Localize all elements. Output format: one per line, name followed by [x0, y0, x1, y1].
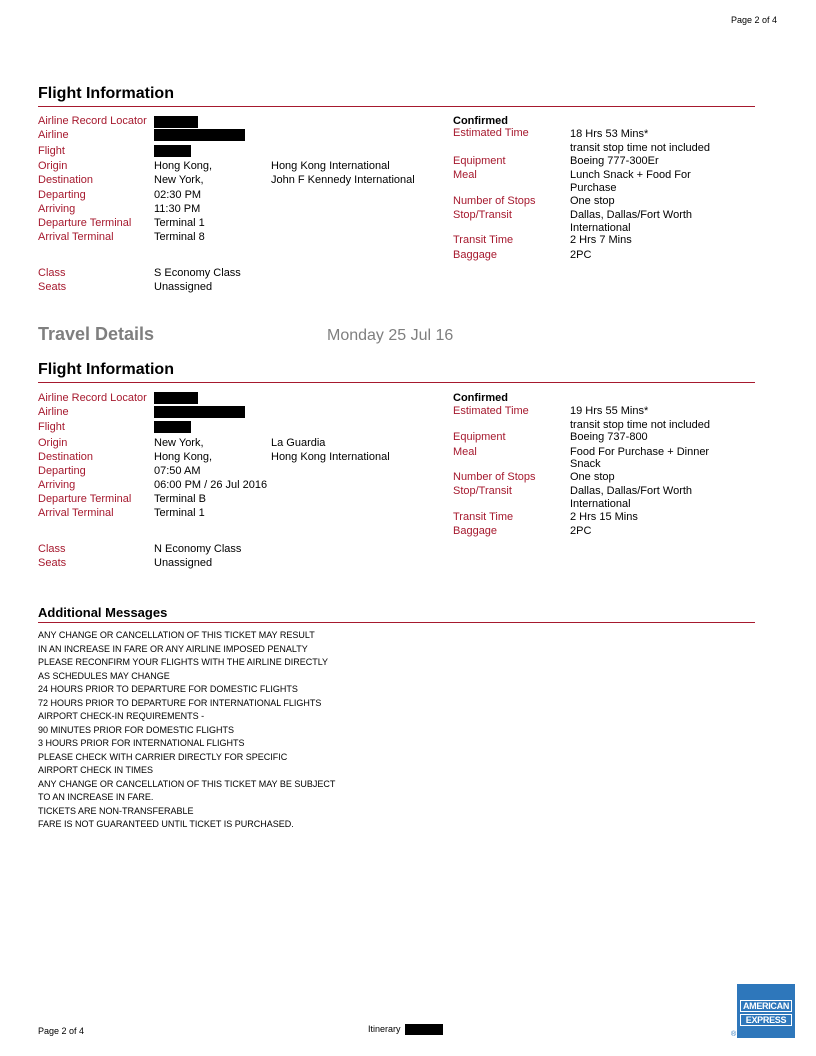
message-line: AIRPORT CHECK-IN REQUIREMENTS - — [38, 711, 205, 721]
message-line: 90 MINUTES PRIOR FOR DOMESTIC FLIGHTS — [38, 724, 235, 735]
meal-line-2: Purchase — [570, 182, 617, 194]
message-line: AIRPORT CHECK IN TIMES — [38, 765, 154, 775]
stop-transit-line-1: Dallas, Dallas/Fort Worth — [570, 209, 693, 221]
arrival-terminal: Terminal 1 — [154, 507, 205, 519]
destination-airport: John F Kennedy International — [271, 174, 415, 186]
redacted-record-locator — [154, 392, 198, 404]
message-line: IN AN INCREASE IN FARE OR ANY AIRLINE IMPOSED PENALTY — [38, 643, 308, 654]
label-equipment: Equipment — [453, 431, 506, 443]
travel-details-title: Travel Details — [38, 324, 155, 344]
label-arrival-terminal: Arrival Terminal — [38, 507, 114, 519]
label-number-of-stops: Number of Stops — [453, 195, 536, 207]
label-meal: Meal — [453, 169, 477, 181]
logo-text-line-2: EXPRESS — [740, 1014, 792, 1026]
origin-airport: Hong Kong International — [271, 160, 390, 172]
redacted-record-locator — [154, 116, 198, 128]
label-departing: Departing — [38, 465, 86, 477]
departing-time: 02:30 PM — [154, 189, 202, 201]
label-departing: Departing — [38, 189, 86, 201]
arrival-terminal: Terminal 8 — [154, 231, 205, 243]
label-origin: Origin — [38, 160, 68, 172]
label-class: Class — [38, 267, 66, 279]
additional-messages-title: Additional Messages — [38, 605, 168, 620]
departure-terminal: Terminal 1 — [154, 217, 205, 229]
label-baggage: Baggage — [453, 525, 498, 537]
label-record-locator: Airline Record Locator — [38, 392, 147, 404]
estimated-time-note: transit stop time not included — [570, 419, 711, 431]
page-number-footer: Page 2 of 4 — [38, 1026, 85, 1036]
section-title-flight-information: Flight Information — [38, 361, 174, 378]
stop-transit-line-2: International — [570, 222, 631, 234]
travel-details-date: Monday 25 Jul 16 — [327, 327, 454, 344]
transit-time: 2 Hrs 7 Mins — [570, 234, 632, 246]
status-confirmed: Confirmed — [453, 115, 508, 127]
transit-time: 2 Hrs 15 Mins — [570, 511, 638, 523]
origin-airport: La Guardia — [271, 437, 326, 449]
label-flight: Flight — [38, 421, 65, 433]
message-line: PLEASE CHECK WITH CARRIER DIRECTLY FOR SPECIFIC — [38, 751, 288, 762]
label-origin: Origin — [38, 437, 68, 449]
message-line: ANY CHANGE OR CANCELLATION OF THIS TICKET MAY BE SUBJECT — [38, 778, 336, 789]
baggage: 2PC — [570, 249, 592, 261]
travel-class: N Economy Class — [154, 543, 242, 555]
label-record-locator: Airline Record Locator — [38, 115, 147, 127]
estimated-time: 18 Hrs 53 Mins* — [570, 128, 649, 140]
message-line: 24 HOURS PRIOR TO DEPARTURE FOR DOMESTIC FLIGHTS — [38, 684, 298, 694]
label-departure-terminal: Departure Terminal — [38, 493, 132, 505]
redacted-flight — [154, 421, 191, 433]
label-destination: Destination — [38, 174, 94, 186]
label-stop-transit: Stop/Transit — [453, 209, 512, 221]
section-divider — [38, 622, 755, 623]
baggage: 2PC — [570, 525, 592, 537]
origin-city: New York, — [154, 437, 204, 449]
label-baggage: Baggage — [453, 249, 498, 261]
message-line: PLEASE RECONFIRM YOUR FLIGHTS WITH THE AIRLINE DIRECTLY — [38, 657, 329, 667]
label-flight: Flight — [38, 145, 65, 157]
seats: Unassigned — [154, 281, 213, 293]
status-confirmed: Confirmed — [453, 392, 508, 404]
destination-city: New York, — [154, 174, 204, 186]
american-express-logo — [737, 984, 795, 1038]
page-number-header: Page 2 of 4 — [731, 15, 778, 25]
message-line: AS SCHEDULES MAY CHANGE — [38, 670, 170, 681]
label-estimated-time: Estimated Time — [453, 127, 529, 139]
redacted-airline — [154, 406, 245, 418]
footer-itinerary-label: Itinerary — [368, 1024, 401, 1034]
meal-line-2: Snack — [570, 458, 601, 470]
section-title-flight-information: Flight Information — [38, 85, 174, 102]
label-seats: Seats — [38, 557, 67, 569]
meal-line-1: Food For Purchase + Dinner — [570, 446, 710, 458]
origin-city: Hong Kong, — [154, 160, 213, 172]
label-arriving: Arriving — [38, 479, 76, 491]
label-airline: Airline — [38, 406, 69, 418]
equipment: Boeing 737-800 — [570, 431, 648, 443]
seats: Unassigned — [154, 557, 213, 569]
message-line: ANY CHANGE OR CANCELLATION OF THIS TICKET MAY RESULT — [38, 630, 315, 640]
registered-mark: ® — [731, 1031, 737, 1038]
redacted-flight — [154, 145, 191, 157]
label-estimated-time: Estimated Time — [453, 405, 529, 417]
label-arrival-terminal: Arrival Terminal — [38, 231, 114, 243]
section-divider — [38, 106, 755, 107]
message-line: FARE IS NOT GUARANTEED UNTIL TICKET IS PURCHASED. — [38, 819, 294, 829]
label-destination: Destination — [38, 451, 94, 463]
label-arriving: Arriving — [38, 203, 76, 215]
logo-text-line-1: AMERICAN — [740, 1000, 792, 1012]
departure-terminal: Terminal B — [154, 493, 206, 505]
equipment: Boeing 777-300Er — [570, 155, 659, 167]
departing-time: 07:50 AM — [154, 465, 201, 477]
message-line: TICKETS ARE NON-TRANSFERABLE — [38, 805, 194, 816]
redacted-airline — [154, 129, 245, 141]
estimated-time-note: transit stop time not included — [570, 142, 711, 154]
destination-airport: Hong Kong International — [271, 451, 390, 463]
redacted-itinerary-number — [405, 1024, 443, 1035]
label-transit-time: Transit Time — [453, 511, 514, 523]
message-line: TO AN INCREASE IN FARE. — [38, 792, 154, 802]
meal-line-1: Lunch Snack + Food For — [570, 169, 691, 181]
label-seats: Seats — [38, 281, 67, 293]
travel-class: S Economy Class — [154, 267, 241, 279]
section-divider — [38, 382, 755, 383]
label-transit-time: Transit Time — [453, 234, 514, 246]
label-equipment: Equipment — [453, 155, 506, 167]
number-of-stops: One stop — [570, 471, 615, 483]
stop-transit-line-2: International — [570, 498, 631, 510]
label-stop-transit: Stop/Transit — [453, 485, 512, 497]
message-line: 3 HOURS PRIOR FOR INTERNATIONAL FLIGHTS — [38, 738, 245, 748]
destination-city: Hong Kong, — [154, 451, 213, 463]
additional-messages-list — [38, 629, 335, 832]
estimated-time: 19 Hrs 55 Mins* — [570, 405, 649, 417]
label-meal: Meal — [453, 446, 477, 458]
arriving-time: 11:30 PM — [154, 203, 201, 215]
label-departure-terminal: Departure Terminal — [38, 217, 132, 229]
label-class: Class — [38, 543, 66, 555]
label-number-of-stops: Number of Stops — [453, 471, 536, 483]
message-line: 72 HOURS PRIOR TO DEPARTURE FOR INTERNATIONAL FLIGHTS — [38, 697, 322, 708]
stop-transit-line-1: Dallas, Dallas/Fort Worth — [570, 485, 693, 497]
label-airline: Airline — [38, 129, 69, 141]
number-of-stops: One stop — [570, 195, 615, 207]
arriving-time: 06:00 PM / 26 Jul 2016 — [154, 479, 268, 491]
